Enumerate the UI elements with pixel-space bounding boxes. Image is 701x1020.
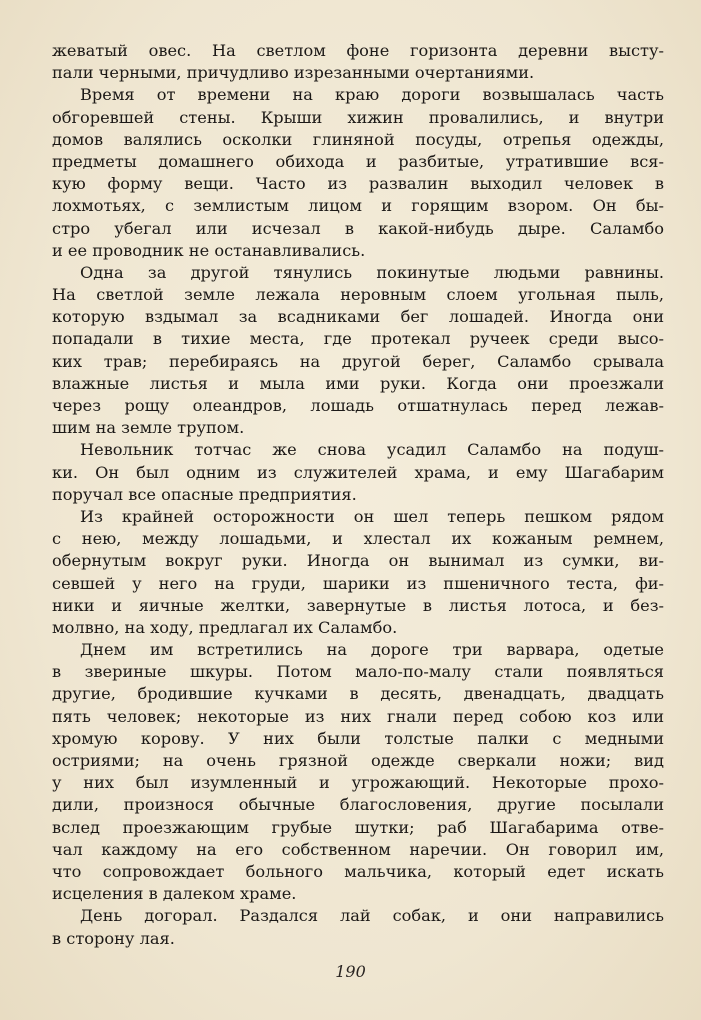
text-line: вслед проезжающим грубые шутки; раб Шагабарима отве- [52,817,664,837]
text-line: поручал все опасные предприятия. [52,484,357,504]
text-line: пять человек; некоторые из них гнали перед собою коз или [52,706,664,726]
text-line: что сопровождает больного мальчика, который едет искать [52,861,664,881]
page-text [52,40,664,950]
text-line: влажные листья и мыла ими руки. Когда они проезжали [52,373,664,393]
page-number: 190 [335,962,366,981]
text-line: молвно, на ходу, предлагал их Саламбо. [52,617,398,637]
text-line: стро убегал или исчезал в какой-нибудь дыре. Саламбо [52,218,664,238]
text-line: Из крайней осторожности он шел теперь пешком рядом [80,506,664,526]
text-line: в звериные шкуры. Потом мало-по-малу стали появляться [52,662,664,682]
text-line: жеватый овес. На светлом фоне горизонта деревни высту- [52,41,664,60]
text-line: обгоревшей стены. Крыши хижин провалились, и внутри [52,107,664,127]
paragraph [52,262,664,440]
text-line: которую вздымал за всадниками бег лошадей. Иногда они [52,307,664,327]
text-line: исцеления в далеком храме. [52,884,297,904]
text-line: День догорал. Раздался лай собак, и они направились [80,906,664,926]
text-line: Невольник тотчас же снова усадил Саламбо на подуш- [80,440,664,460]
paragraph [52,84,664,262]
paragraph [52,639,664,905]
text-line: шим на земле трупом. [52,418,245,438]
text-line: ких трав; перебираясь на другой берег, Саламбо срывала [52,351,664,371]
text-line: другие, бродившие кучками в десять, двенадцать, двадцать [52,684,664,704]
text-line: ники и яичные желтки, завернутые в листья лотоса, и без- [52,595,664,615]
text-line: пали черными, причудливо изрезанными очертаниями. [52,63,535,83]
text-line: севшей у него на груди, шарики из пшеничного теста, фи- [52,573,664,593]
text-line: у них был изумленный и угрожающий. Некоторые прохо- [52,773,664,793]
text-line: хромую корову. У них были толстые палки с медными [52,728,664,748]
text-line: дили, произнося обычные благословения, другие посылали [52,795,664,815]
text-line: На светлой земле лежала неровным слоем угольная пыль, [52,285,664,305]
text-line: Одна за другой тянулись покинутые людьми равнины. [80,262,664,282]
text-line: чал каждому на его собственном наречии. Он говорил им, [52,839,664,859]
text-line: и ее проводник не останавливались. [52,240,366,260]
text-line: с нею, между лошадьми, и хлестал их кожаным ремнем, [52,529,664,549]
text-line: остриями; на очень грязной одежде сверкали ножи; вид [52,751,664,770]
text-line: Днем им встретились на дороге три варвара, одетые [80,640,664,660]
text-line: в сторону лая. [52,928,175,948]
paragraph [52,439,664,506]
text-line: ки. Он был одним из служителей храма, и ему Шагабарим [52,462,664,482]
text-line: через рощу олеандров, лошадь отшатнулась перед лежав- [52,396,664,415]
paragraph [52,905,664,949]
text-line: лохмотьях, с землистым лицом и горящим взором. Он бы- [52,196,664,216]
paragraph [52,40,664,84]
text-line: попадали в тихие места, где протекал ручеек среди высо- [52,329,664,349]
text-line: кую форму вещи. Часто из развалин выходил человек в [52,174,664,194]
text-line: Время от времени на краю дороги возвышалась часть [80,85,664,105]
paragraph [52,506,664,639]
text-line: предметы домашнего обихода и разбитые, утратившие вся- [52,151,664,171]
text-line: домов валялись осколки глиняной посуды, отрепья одежды, [52,129,664,149]
text-line: обернутым вокруг руки. Иногда он вынимал из сумки, ви- [52,551,664,571]
